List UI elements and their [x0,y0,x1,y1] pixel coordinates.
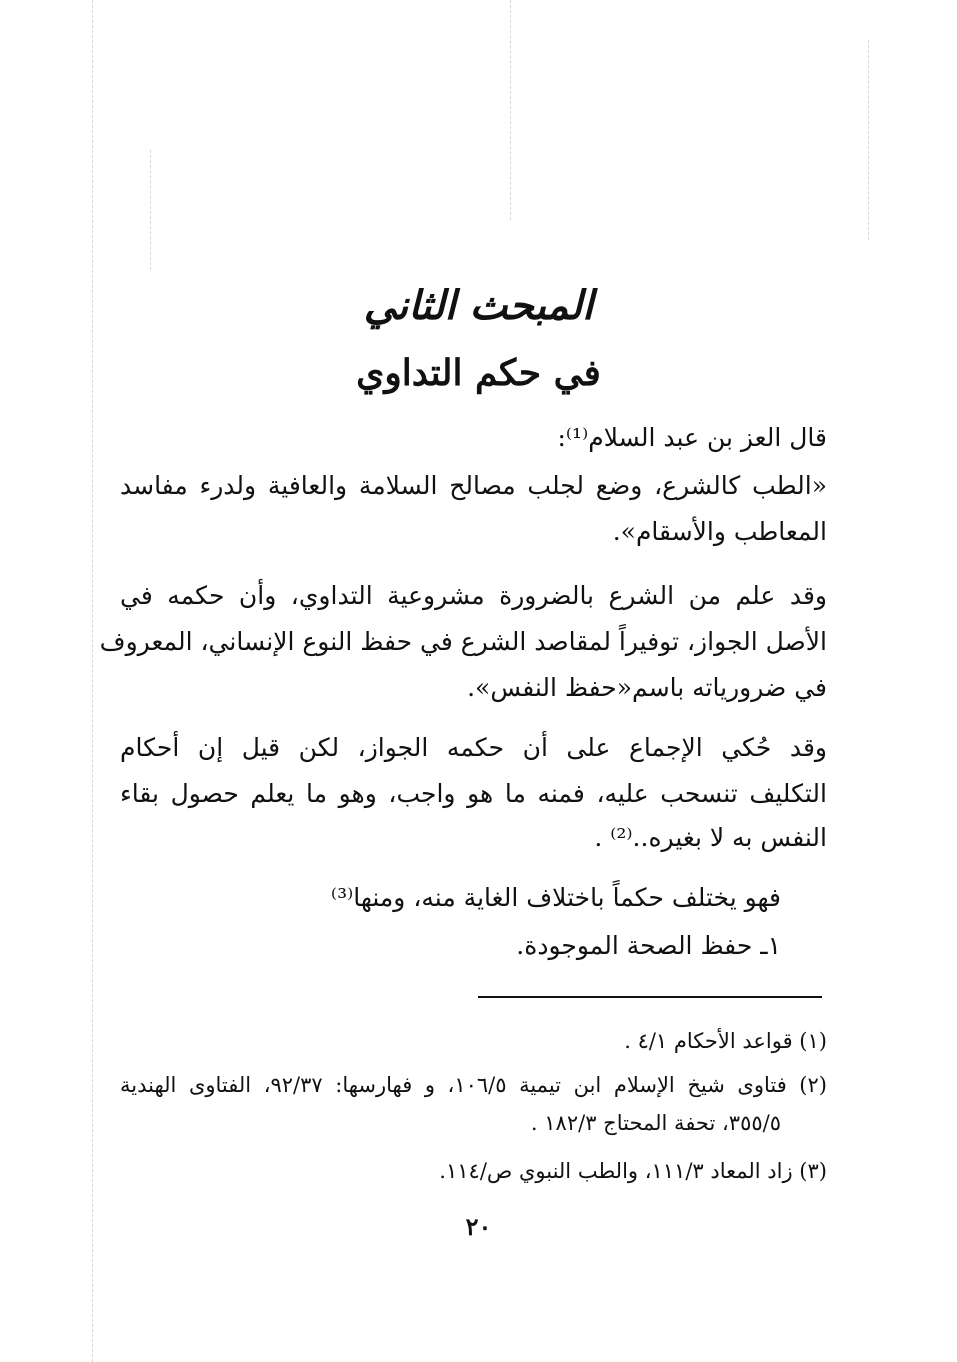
scan-artifact-line [92,0,93,1362]
footnote-item: ٣٥٥/٥، تحفة المحتاج ١٨٢/٣ . [530,1111,781,1135]
section-title: المبحث الثاني [363,282,594,329]
paragraph-line: التكليف تنسحب عليه، فمنه ما هو واجب، وهو ما يعلم حصول بقاء [120,779,827,808]
paragraph-line: وقد علم من الشرع بالضرورة مشروعية التداوي، وأن حكمه في [120,581,827,610]
scan-artifact-line [868,40,869,240]
paragraph-line: الأصل الجواز، توفيراً لمقاصد الشرع في حفظ النوع الإنساني، المعروف [99,627,827,656]
list-item: ١ـ حفظ الصحة الموجودة. [516,931,781,960]
quote-line: «الطب كالشرع، وضع لجلب مصالح السلامة والعافية ولدرء مفاسد [120,471,827,500]
scan-artifact-line [510,0,511,220]
topic-title: في حكم التداوي [356,352,601,394]
paragraph-line: في ضرورياته باسم«حفظ النفس». [467,673,827,702]
footnote-item: (٣) زاد المعاد ١١١/٣، والطب النبوي ص/١١٤. [439,1159,827,1183]
footnote-item: (١) قواعد الأحكام ٤/١ . [624,1029,827,1053]
footnote-separator [478,996,822,998]
paragraph-line: النفس به لا بغيره..⁽²⁾ . [594,823,827,852]
paragraph-line: وقد حُكي الإجماع على أن حكمه الجواز، لكن قيل إن أحكام [120,733,827,762]
scan-artifact-line [150,150,151,270]
quote-line: المعاطب والأسقام». [612,517,827,546]
paragraph-line: فهو يختلف حكماً باختلاف الغاية منه، ومنها⁽³⁾ [330,883,781,912]
intro-line: قال العز بن عبد السلام⁽¹⁾: [557,423,827,452]
page-number: ٢٠ [465,1212,492,1241]
footnote-item: (٢) فتاوى شيخ الإسلام ابن تيمية ١٠٦/٥، و فهارسها: ٩٢/٣٧، الفتاوى الهندية [120,1073,827,1097]
